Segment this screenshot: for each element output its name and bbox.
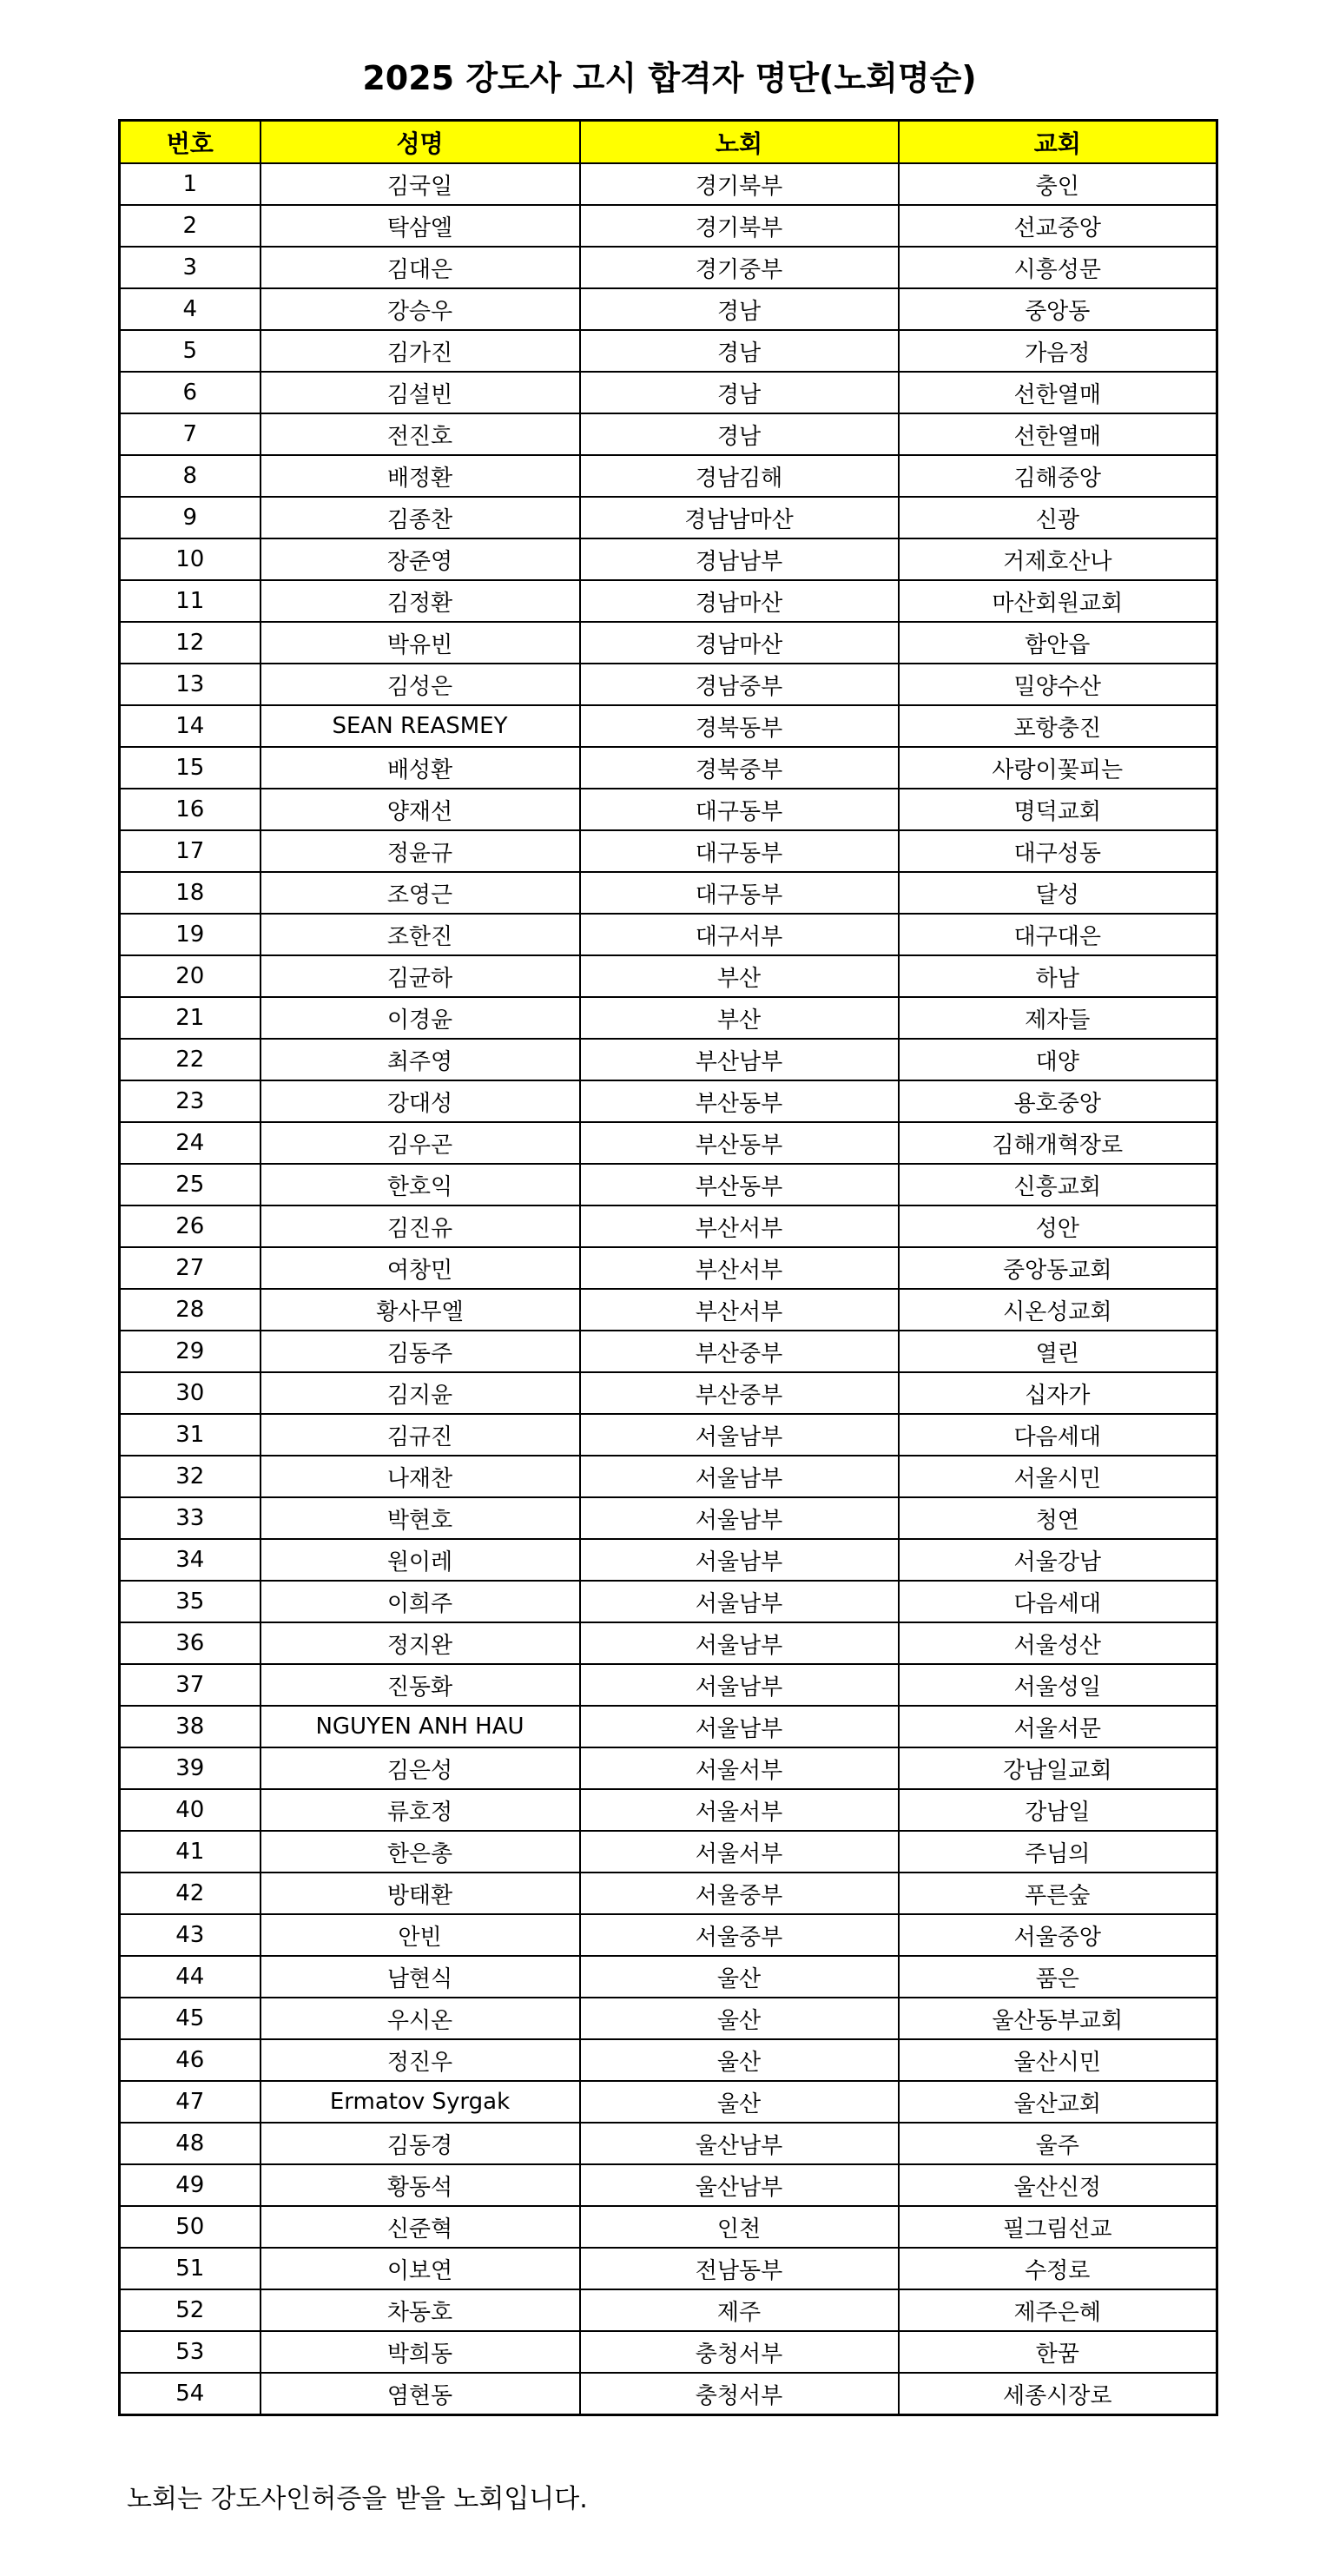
cell-name: 전진호 [261, 413, 580, 455]
table-row [120, 1331, 1217, 1372]
cell-number: 30 [120, 1372, 261, 1414]
cell-presbytery: 서울서부 [580, 1747, 899, 1789]
cell-presbytery: 부산 [580, 997, 899, 1039]
cell-presbytery: 부산중부 [580, 1372, 899, 1414]
cell-church: 한꿈 [899, 2331, 1217, 2373]
cell-name: 박유빈 [261, 622, 580, 664]
cell-church: 필그림선교 [899, 2206, 1217, 2248]
cell-presbytery: 부산동부 [580, 1122, 899, 1164]
cell-number: 2 [120, 205, 261, 247]
cell-name: 김대은 [261, 247, 580, 288]
cell-name: 김정환 [261, 580, 580, 622]
cell-number: 26 [120, 1205, 261, 1247]
cell-church: 서울성일 [899, 1664, 1217, 1706]
cell-name: 김국일 [261, 163, 580, 205]
cell-church: 대구대은 [899, 914, 1217, 955]
cell-number: 6 [120, 372, 261, 413]
cell-name: 김진유 [261, 1205, 580, 1247]
cell-church: 달성 [899, 872, 1217, 914]
cell-number: 28 [120, 1289, 261, 1331]
cell-number: 50 [120, 2206, 261, 2248]
cell-presbytery: 울산 [580, 1956, 899, 1998]
table-row [120, 2164, 1217, 2206]
cell-presbytery: 대구동부 [580, 872, 899, 914]
cell-presbytery: 서울중부 [580, 1914, 899, 1956]
cell-name: 김동주 [261, 1331, 580, 1372]
cell-name: 김규진 [261, 1414, 580, 1456]
cell-presbytery: 경남 [580, 413, 899, 455]
cell-church: 선교중앙 [899, 205, 1217, 247]
cell-name: 황동석 [261, 2164, 580, 2206]
cell-number: 14 [120, 705, 261, 747]
cell-church: 포항충진 [899, 705, 1217, 747]
cell-church: 하남 [899, 955, 1217, 997]
cell-number: 42 [120, 1873, 261, 1914]
cell-church: 시흥성문 [899, 247, 1217, 288]
table-row [120, 205, 1217, 247]
cell-number: 37 [120, 1664, 261, 1706]
cell-presbytery: 울산 [580, 2039, 899, 2081]
cell-church: 푸른숲 [899, 1873, 1217, 1914]
cell-church: 김해개혁장로 [899, 1122, 1217, 1164]
cell-church: 청연 [899, 1497, 1217, 1539]
cell-name: 이보연 [261, 2248, 580, 2289]
cell-number: 21 [120, 997, 261, 1039]
table-row [120, 247, 1217, 288]
table-row [120, 830, 1217, 872]
table-row [120, 1539, 1217, 1581]
cell-name: 여창민 [261, 1247, 580, 1289]
cell-church: 대구성동 [899, 830, 1217, 872]
cell-number: 23 [120, 1080, 261, 1122]
cell-name: 김설빈 [261, 372, 580, 413]
table-row [120, 2123, 1217, 2164]
cell-number: 53 [120, 2331, 261, 2373]
cell-church: 품은 [899, 1956, 1217, 1998]
cell-name: 배성환 [261, 747, 580, 789]
cell-presbytery: 울산 [580, 2081, 899, 2123]
cell-number: 36 [120, 1622, 261, 1664]
cell-presbytery: 서울중부 [580, 1873, 899, 1914]
table-row [120, 789, 1217, 830]
cell-name: 한은총 [261, 1831, 580, 1873]
cell-church: 다음세대 [899, 1581, 1217, 1622]
cell-number: 41 [120, 1831, 261, 1873]
cell-name: 양재선 [261, 789, 580, 830]
table-row [120, 580, 1217, 622]
cell-number: 44 [120, 1956, 261, 1998]
table-row [120, 872, 1217, 914]
cell-church: 세종시장로 [899, 2373, 1217, 2415]
cell-name: 황사무엘 [261, 1289, 580, 1331]
table-row [120, 2331, 1217, 2373]
cell-name: 안빈 [261, 1914, 580, 1956]
table-row [120, 1998, 1217, 2039]
cell-presbytery: 제주 [580, 2289, 899, 2331]
table-row [120, 997, 1217, 1039]
cell-number: 10 [120, 538, 261, 580]
cell-name: 김종찬 [261, 497, 580, 538]
cell-name: 조한진 [261, 914, 580, 955]
table-row [120, 372, 1217, 413]
cell-name: 정윤규 [261, 830, 580, 872]
cell-presbytery: 서울남부 [580, 1622, 899, 1664]
cell-number: 16 [120, 789, 261, 830]
table-row [120, 1914, 1217, 1956]
cell-number: 7 [120, 413, 261, 455]
cell-presbytery: 경남김해 [580, 455, 899, 497]
cell-presbytery: 대구동부 [580, 830, 899, 872]
cell-number: 25 [120, 1164, 261, 1205]
cell-name: 정진우 [261, 2039, 580, 2081]
table-row [120, 1622, 1217, 1664]
table-row [120, 955, 1217, 997]
cell-church: 선한열매 [899, 372, 1217, 413]
cell-number: 52 [120, 2289, 261, 2331]
table-row [120, 1039, 1217, 1080]
cell-presbytery: 서울서부 [580, 1789, 899, 1831]
cell-name: 김동경 [261, 2123, 580, 2164]
cell-name: 한호익 [261, 1164, 580, 1205]
table-row [120, 163, 1217, 205]
cell-name: Ermatov Syrgak [261, 2081, 580, 2123]
table-row [120, 1289, 1217, 1331]
cell-presbytery: 충청서부 [580, 2331, 899, 2373]
cell-church: 밀양수산 [899, 664, 1217, 705]
header-number: 번호 [120, 121, 261, 164]
cell-church: 중앙동 [899, 288, 1217, 330]
cell-presbytery: 경북중부 [580, 747, 899, 789]
cell-presbytery: 울산남부 [580, 2123, 899, 2164]
table-row [120, 1122, 1217, 1164]
header-church: 교회 [899, 121, 1217, 164]
table-row [120, 455, 1217, 497]
cell-name: 우시온 [261, 1998, 580, 2039]
cell-name: 정지완 [261, 1622, 580, 1664]
cell-name: 나재찬 [261, 1456, 580, 1497]
cell-number: 39 [120, 1747, 261, 1789]
table-row [120, 538, 1217, 580]
cell-name: 진동화 [261, 1664, 580, 1706]
cell-church: 주님의 [899, 1831, 1217, 1873]
cell-name: 최주영 [261, 1039, 580, 1080]
cell-number: 45 [120, 1998, 261, 2039]
cell-presbytery: 경남 [580, 330, 899, 372]
cell-name: 방태환 [261, 1873, 580, 1914]
cell-number: 9 [120, 497, 261, 538]
cell-name: 조영근 [261, 872, 580, 914]
cell-number: 1 [120, 163, 261, 205]
table-row [120, 1164, 1217, 1205]
table-header-row [120, 121, 1217, 164]
table-row [120, 497, 1217, 538]
table-row [120, 2039, 1217, 2081]
table-row [120, 413, 1217, 455]
table-row [120, 664, 1217, 705]
table-row [120, 1456, 1217, 1497]
cell-church: 제자들 [899, 997, 1217, 1039]
cell-name: 배정환 [261, 455, 580, 497]
page-title: 2025 강도사 고시 합격자 명단(노회명순) [362, 59, 977, 97]
table-row [120, 1080, 1217, 1122]
cell-church: 함안읍 [899, 622, 1217, 664]
cell-name: 김성은 [261, 664, 580, 705]
cell-church: 대양 [899, 1039, 1217, 1080]
cell-presbytery: 부산서부 [580, 1289, 899, 1331]
cell-presbytery: 경남남마산 [580, 497, 899, 538]
cell-number: 15 [120, 747, 261, 789]
cell-number: 19 [120, 914, 261, 955]
cell-name: 김균하 [261, 955, 580, 997]
cell-presbytery: 서울남부 [580, 1414, 899, 1456]
cell-church: 제주은혜 [899, 2289, 1217, 2331]
cell-number: 24 [120, 1122, 261, 1164]
table-row [120, 2206, 1217, 2248]
cell-name: 김지윤 [261, 1372, 580, 1414]
cell-presbytery: 부산서부 [580, 1247, 899, 1289]
table-row [120, 747, 1217, 789]
table-row [120, 1789, 1217, 1831]
cell-presbytery: 부산중부 [580, 1331, 899, 1372]
cell-presbytery: 울산남부 [580, 2164, 899, 2206]
cell-presbytery: 부산서부 [580, 1205, 899, 1247]
cell-church: 선한열매 [899, 413, 1217, 455]
cell-church: 울주 [899, 2123, 1217, 2164]
cell-name: 신준혁 [261, 2206, 580, 2248]
cell-name: 염현동 [261, 2373, 580, 2415]
cell-name: 장준영 [261, 538, 580, 580]
cell-presbytery: 경기중부 [580, 247, 899, 288]
cell-name: 탁삼엘 [261, 205, 580, 247]
cell-presbytery: 부산남부 [580, 1039, 899, 1080]
cell-name: 이희주 [261, 1581, 580, 1622]
cell-number: 43 [120, 1914, 261, 1956]
cell-number: 8 [120, 455, 261, 497]
cell-presbytery: 충청서부 [580, 2373, 899, 2415]
cell-name: 이경윤 [261, 997, 580, 1039]
cell-presbytery: 경남마산 [580, 580, 899, 622]
table-body [120, 163, 1217, 2415]
table-row [120, 622, 1217, 664]
cell-church: 수정로 [899, 2248, 1217, 2289]
table-row [120, 288, 1217, 330]
cell-name: 박현호 [261, 1497, 580, 1539]
cell-number: 38 [120, 1706, 261, 1747]
table-row [120, 705, 1217, 747]
cell-name: 원이레 [261, 1539, 580, 1581]
table-row [120, 1706, 1217, 1747]
cell-name: SEAN REASMEY [261, 705, 580, 747]
cell-church: 강남일교회 [899, 1747, 1217, 1789]
cell-presbytery: 대구서부 [580, 914, 899, 955]
table-row [120, 330, 1217, 372]
cell-church: 서울중앙 [899, 1914, 1217, 1956]
cell-church: 신광 [899, 497, 1217, 538]
table-row [120, 1664, 1217, 1706]
cell-presbytery: 부산동부 [580, 1164, 899, 1205]
cell-number: 51 [120, 2248, 261, 2289]
cell-church: 십자가 [899, 1372, 1217, 1414]
cell-presbytery: 서울남부 [580, 1539, 899, 1581]
table-row [120, 2373, 1217, 2415]
cell-church: 서울시민 [899, 1456, 1217, 1497]
cell-church: 용호중앙 [899, 1080, 1217, 1122]
cell-presbytery: 경남중부 [580, 664, 899, 705]
cell-number: 54 [120, 2373, 261, 2415]
cell-church: 신흥교회 [899, 1164, 1217, 1205]
cell-church: 마산회원교회 [899, 580, 1217, 622]
cell-church: 다음세대 [899, 1414, 1217, 1456]
table-row [120, 1747, 1217, 1789]
cell-presbytery: 전남동부 [580, 2248, 899, 2289]
cell-church: 중앙동교회 [899, 1247, 1217, 1289]
cell-church: 충인 [899, 163, 1217, 205]
cell-name: 박희동 [261, 2331, 580, 2373]
cell-presbytery: 경남 [580, 372, 899, 413]
cell-number: 40 [120, 1789, 261, 1831]
cell-name: 차동호 [261, 2289, 580, 2331]
cell-name: 김은성 [261, 1747, 580, 1789]
cell-name: NGUYEN ANH HAU [261, 1706, 580, 1747]
cell-church: 울산신정 [899, 2164, 1217, 2206]
table-row [120, 2289, 1217, 2331]
cell-church: 울산교회 [899, 2081, 1217, 2123]
footnote: 노회는 강도사인허증을 받을 노회입니다. [127, 2484, 588, 2514]
cell-church: 서울서문 [899, 1706, 1217, 1747]
cell-presbytery: 부산 [580, 955, 899, 997]
table-row [120, 1831, 1217, 1873]
cell-church: 김해중앙 [899, 455, 1217, 497]
table-row [120, 914, 1217, 955]
cell-presbytery: 인천 [580, 2206, 899, 2248]
table-row [120, 1414, 1217, 1456]
cell-church: 서울성산 [899, 1622, 1217, 1664]
cell-name: 김우곤 [261, 1122, 580, 1164]
cell-presbytery: 경남마산 [580, 622, 899, 664]
cell-church: 시온성교회 [899, 1289, 1217, 1331]
cell-church: 사랑이꽃피는 [899, 747, 1217, 789]
cell-number: 29 [120, 1331, 261, 1372]
cell-presbytery: 경기북부 [580, 205, 899, 247]
cell-number: 20 [120, 955, 261, 997]
cell-presbytery: 경남 [580, 288, 899, 330]
cell-number: 32 [120, 1456, 261, 1497]
cell-number: 35 [120, 1581, 261, 1622]
table-row [120, 1205, 1217, 1247]
table-row [120, 1497, 1217, 1539]
cell-number: 22 [120, 1039, 261, 1080]
cell-name: 김가진 [261, 330, 580, 372]
cell-number: 47 [120, 2081, 261, 2123]
cell-presbytery: 경기북부 [580, 163, 899, 205]
cell-church: 성안 [899, 1205, 1217, 1247]
cell-presbytery: 울산 [580, 1998, 899, 2039]
cell-presbytery: 서울남부 [580, 1706, 899, 1747]
cell-name: 남현식 [261, 1956, 580, 1998]
cell-presbytery: 서울남부 [580, 1581, 899, 1622]
cell-number: 12 [120, 622, 261, 664]
cell-church: 열린 [899, 1331, 1217, 1372]
table-row [120, 1956, 1217, 1998]
cell-name: 류호정 [261, 1789, 580, 1831]
cell-number: 27 [120, 1247, 261, 1289]
cell-presbytery: 서울남부 [580, 1664, 899, 1706]
cell-number: 17 [120, 830, 261, 872]
cell-church: 서울강남 [899, 1539, 1217, 1581]
cell-presbytery: 서울남부 [580, 1497, 899, 1539]
table-row [120, 1873, 1217, 1914]
cell-number: 33 [120, 1497, 261, 1539]
cell-number: 4 [120, 288, 261, 330]
cell-name: 강승우 [261, 288, 580, 330]
cell-presbytery: 대구동부 [580, 789, 899, 830]
header-name: 성명 [261, 121, 580, 164]
cell-church: 가음정 [899, 330, 1217, 372]
cell-number: 46 [120, 2039, 261, 2081]
table-row [120, 2081, 1217, 2123]
header-presbytery: 노회 [580, 121, 899, 164]
cell-church: 울산시민 [899, 2039, 1217, 2081]
table-row [120, 1247, 1217, 1289]
cell-presbytery: 부산동부 [580, 1080, 899, 1122]
cell-number: 11 [120, 580, 261, 622]
cell-church: 명덕교회 [899, 789, 1217, 830]
table-row [120, 1372, 1217, 1414]
cell-presbytery: 경북동부 [580, 705, 899, 747]
cell-church: 울산동부교회 [899, 1998, 1217, 2039]
cell-number: 34 [120, 1539, 261, 1581]
cell-church: 거제호산나 [899, 538, 1217, 580]
cell-presbytery: 경남남부 [580, 538, 899, 580]
cell-presbytery: 서울남부 [580, 1456, 899, 1497]
cell-church: 강남일 [899, 1789, 1217, 1831]
cell-number: 48 [120, 2123, 261, 2164]
cell-number: 31 [120, 1414, 261, 1456]
cell-presbytery: 서울서부 [580, 1831, 899, 1873]
table-row [120, 2248, 1217, 2289]
cell-number: 5 [120, 330, 261, 372]
cell-number: 18 [120, 872, 261, 914]
cell-number: 13 [120, 664, 261, 705]
cell-number: 49 [120, 2164, 261, 2206]
cell-number: 3 [120, 247, 261, 288]
roster-table [118, 119, 1218, 2416]
cell-name: 강대성 [261, 1080, 580, 1122]
table-row [120, 1581, 1217, 1622]
